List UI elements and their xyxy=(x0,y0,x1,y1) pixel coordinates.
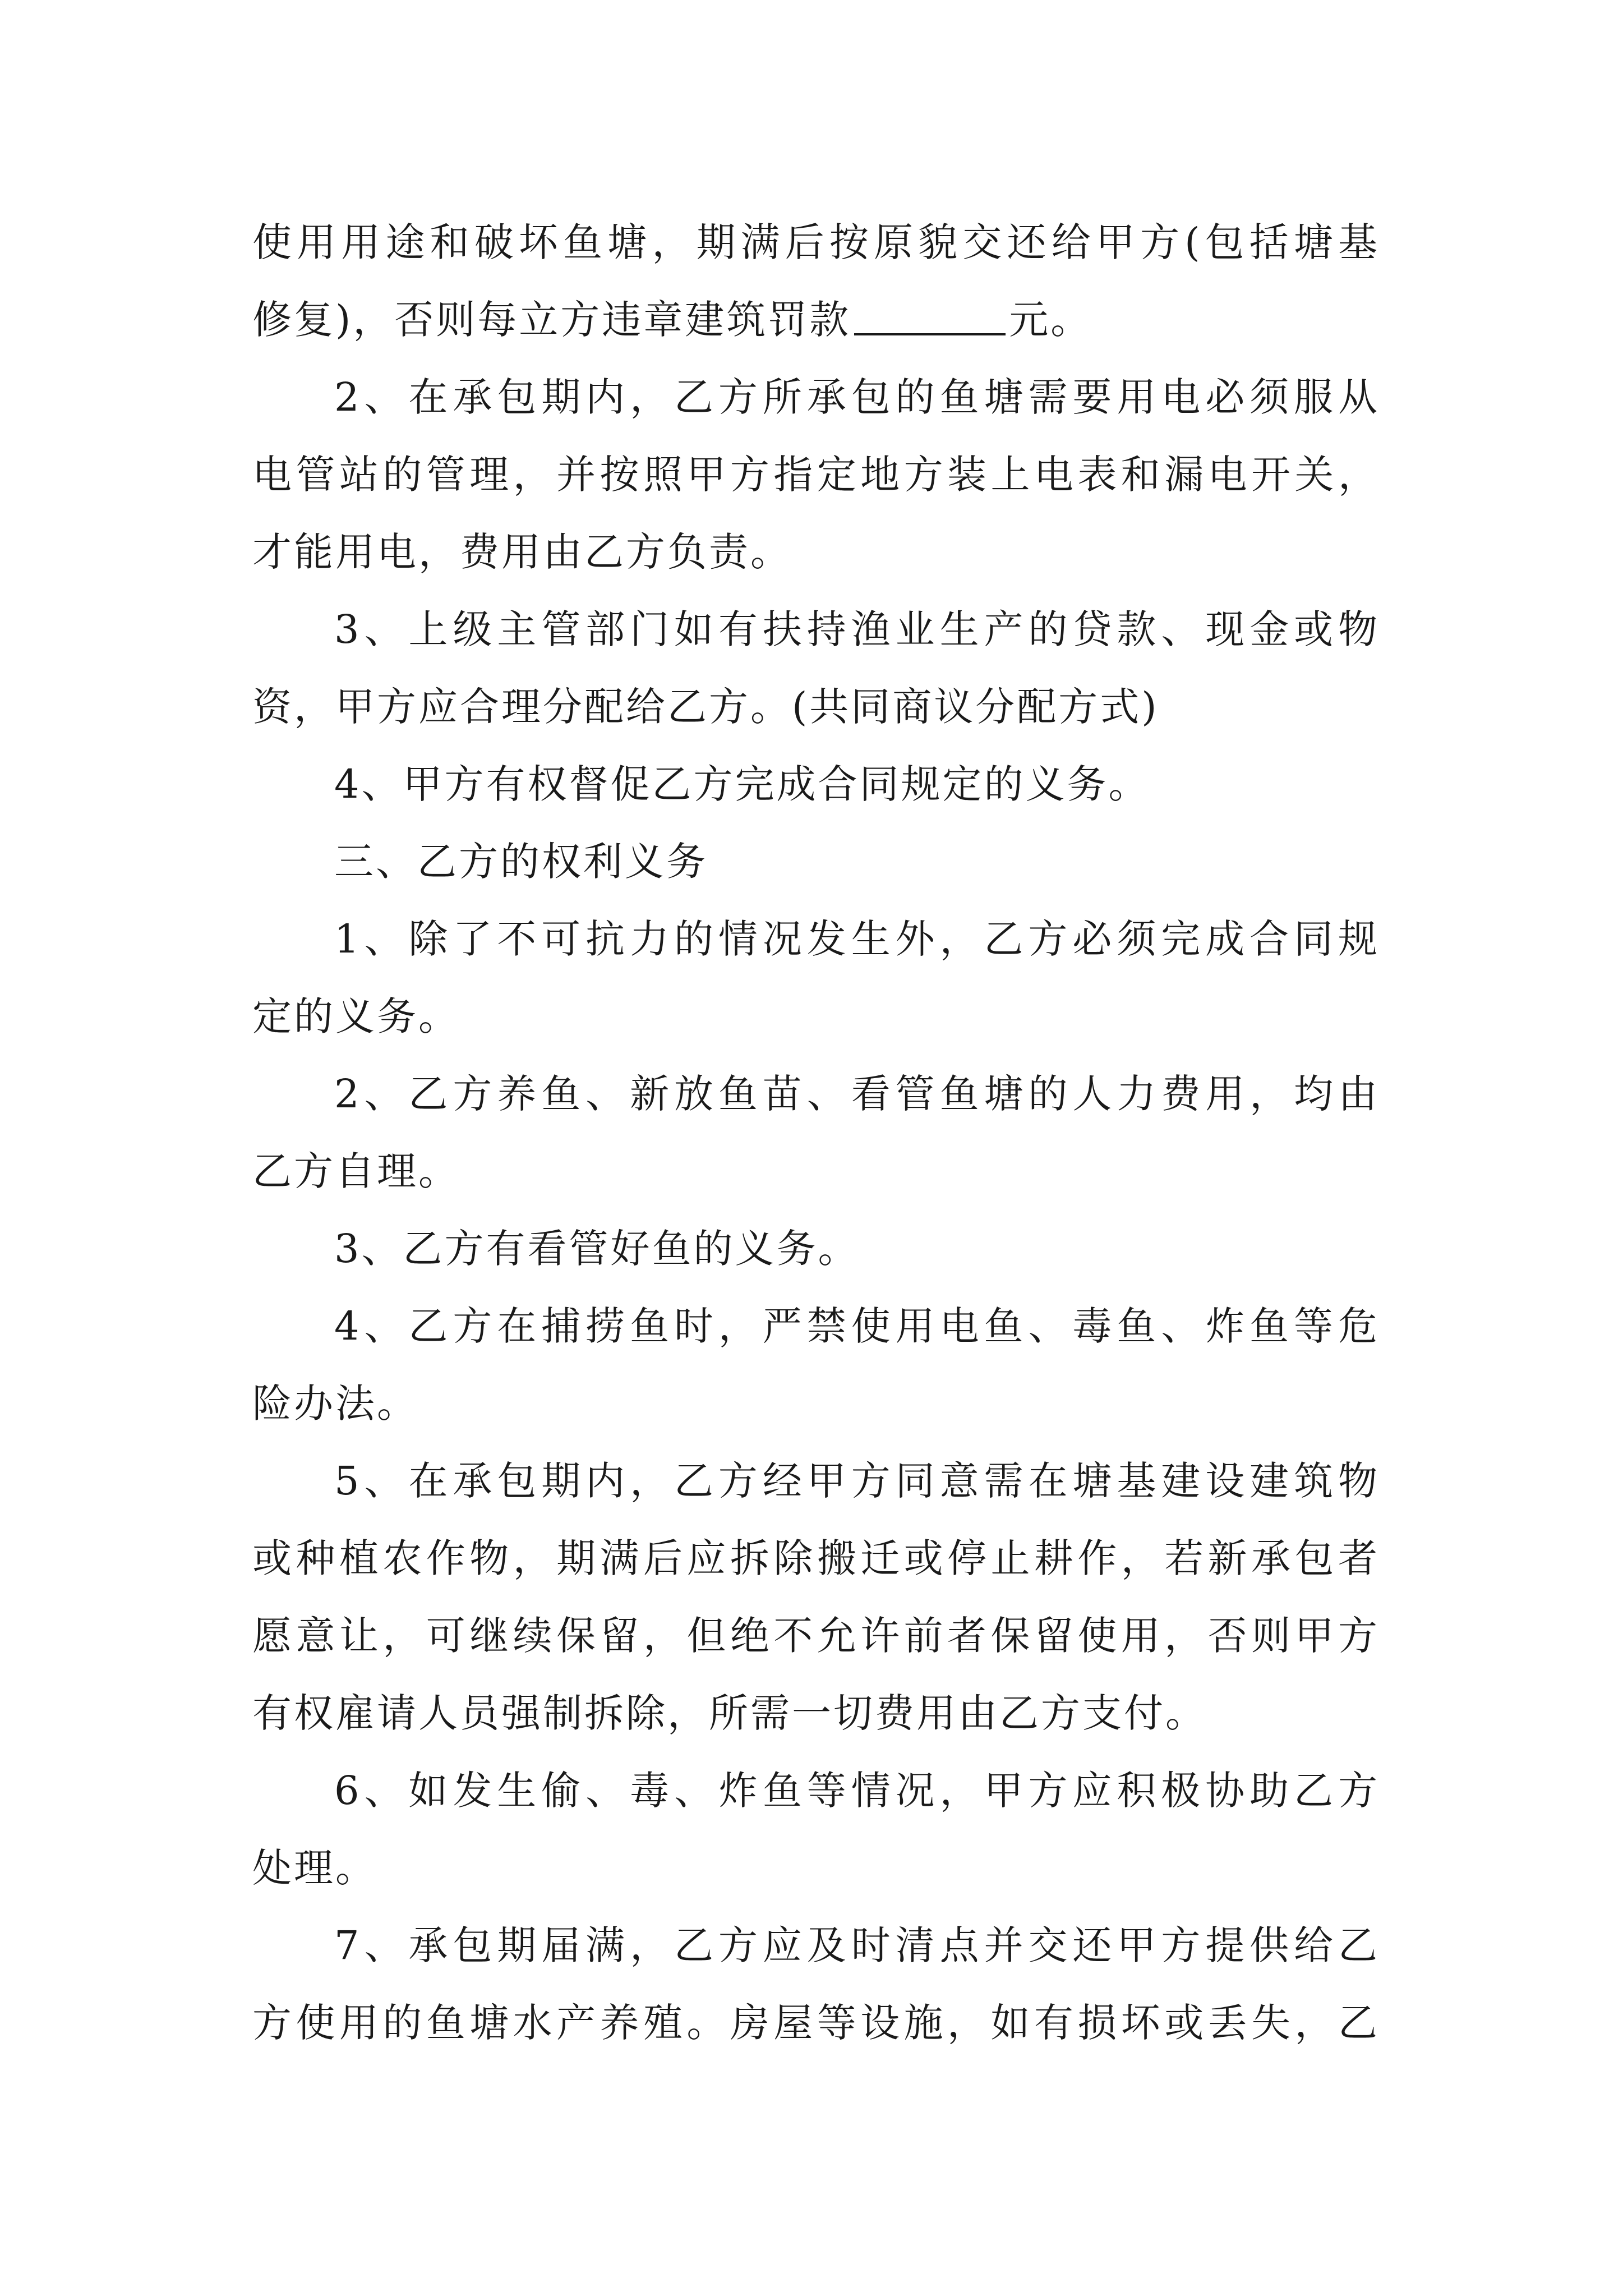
text-line: 4、甲方有权督促乙方完成合同规定的义务。 xyxy=(334,761,1150,807)
text-line: 3、上级主管部门如有扶持渔业生产的贷款、现金或物 xyxy=(334,606,1380,652)
text-line: 2、在承包期内，乙方所承包的鱼塘需要用电必须服从 xyxy=(334,374,1380,420)
text-line: 4、乙方在捕捞鱼时，严禁使用电鱼、毒鱼、炸鱼等危 xyxy=(334,1303,1380,1349)
text-line xyxy=(252,295,1380,345)
text-line: 方使用的鱼塘水产养殖。房屋等设施，如有损坏或丢失，乙 xyxy=(252,2000,1380,2046)
text-line: 乙方自理。 xyxy=(252,1148,460,1194)
text-segment: 修复)，否则每立方违章建筑罚款 xyxy=(252,297,851,343)
text-line: 处理。 xyxy=(252,1845,377,1891)
text-line: 2、乙方养鱼、新放鱼苗、看管鱼塘的人力费用，均由 xyxy=(334,1071,1380,1117)
text-line: 愿意让，可继续保留，但绝不允许前者保留使用，否则甲方 xyxy=(252,1613,1380,1659)
text-line: 有权雇请人员强制拆除，所需一切费用由乙方支付。 xyxy=(252,1690,1207,1736)
text-line: 险办法。 xyxy=(252,1381,418,1427)
text-line: 电管站的管理，并按照甲方指定地方装上电表和漏电开关， xyxy=(252,452,1380,498)
fill-in-blank xyxy=(854,300,1006,335)
text-line: 或种植农作物，期满后应拆除搬迁或停止耕作，若新承包者 xyxy=(252,1535,1380,1581)
text-line: 定的义务。 xyxy=(252,993,460,1039)
text-line: 5、在承包期内，乙方经甲方同意需在塘基建设建筑物 xyxy=(334,1458,1380,1504)
section-heading: 三、乙方的权利义务 xyxy=(334,839,708,885)
text-segment: 元。 xyxy=(1009,297,1092,343)
text-line: 3、乙方有看管好鱼的义务。 xyxy=(334,1226,860,1272)
text-line: 使用用途和破坏鱼塘，期满后按原貌交还给甲方(包括塘基 xyxy=(252,219,1380,265)
text-line: 1、除了不可抗力的情况发生外，乙方必须完成合同规 xyxy=(334,916,1380,962)
text-line: 6、如发生偷、毒、炸鱼等情况，甲方应积极协助乙方 xyxy=(334,1768,1380,1814)
text-line: 资，甲方应合理分配给乙方。(共同商议分配方式) xyxy=(252,684,1159,730)
text-line: 才能用电，费用由乙方负责。 xyxy=(252,529,792,575)
text-line: 7、承包期届满，乙方应及时清点并交还甲方提供给乙 xyxy=(334,1922,1380,1968)
